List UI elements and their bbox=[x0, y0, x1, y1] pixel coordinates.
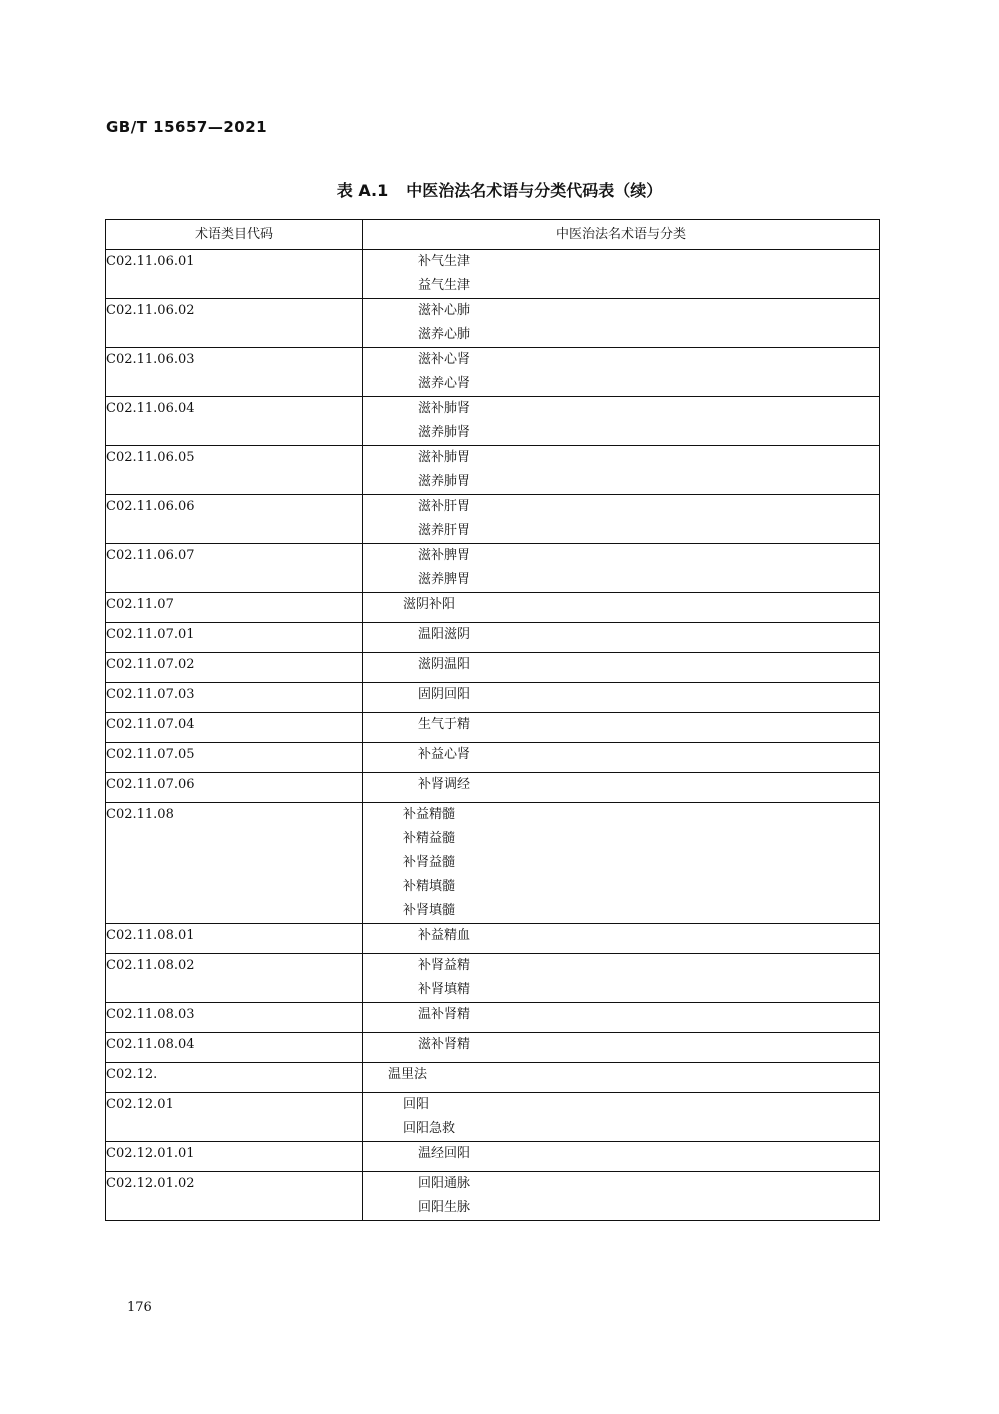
table-row bbox=[106, 1142, 880, 1172]
terms-cell bbox=[363, 1003, 880, 1033]
term-text: 补肾填精 bbox=[418, 982, 471, 997]
category-code-cell: C02.12.01.02 bbox=[106, 1172, 363, 1221]
term-text: 补益精髓 bbox=[403, 807, 456, 822]
terms-cell bbox=[363, 1172, 880, 1221]
table-row bbox=[106, 1003, 880, 1033]
table-header-row bbox=[106, 220, 880, 250]
table-row bbox=[106, 653, 880, 683]
term-text: 滋补心肾 bbox=[418, 352, 471, 367]
term-text: 温补肾精 bbox=[418, 1007, 471, 1022]
terms-cell bbox=[363, 446, 880, 495]
term-text: 滋养肺胃 bbox=[418, 474, 471, 489]
column-header-code: 术语类目代码 bbox=[106, 220, 363, 250]
category-code-cell: C02.11.06.03 bbox=[106, 348, 363, 397]
term-text: 滋阴补阳 bbox=[403, 597, 456, 612]
term-text: 滋养脾胃 bbox=[418, 572, 471, 587]
term-text: 回阳生脉 bbox=[418, 1200, 471, 1215]
term-text: 滋养肝胃 bbox=[418, 523, 471, 538]
terms-cell bbox=[363, 593, 880, 623]
category-code-cell: C02.11.07.03 bbox=[106, 683, 363, 713]
table-row bbox=[106, 623, 880, 653]
table-row bbox=[106, 1033, 880, 1063]
table-row bbox=[106, 250, 880, 299]
term-text: 补精填髓 bbox=[403, 879, 456, 894]
term-text: 滋补心肺 bbox=[418, 303, 471, 318]
term-text: 滋补脾胃 bbox=[418, 548, 471, 563]
table-title-name: 中医治法名术语与分类代码表（续） bbox=[406, 181, 663, 200]
term-text: 温里法 bbox=[388, 1067, 428, 1082]
term-text: 补益精血 bbox=[418, 928, 471, 943]
terms-cell bbox=[363, 803, 880, 924]
table-row bbox=[106, 683, 880, 713]
category-code-cell: C02.11.06.06 bbox=[106, 495, 363, 544]
term-text: 滋养肺肾 bbox=[418, 425, 471, 440]
table-row bbox=[106, 544, 880, 593]
terms-cell bbox=[363, 1033, 880, 1063]
table-body bbox=[106, 250, 880, 1221]
term-text: 滋阴温阳 bbox=[418, 657, 471, 672]
category-code-cell: C02.11.06.02 bbox=[106, 299, 363, 348]
terms-cell bbox=[363, 924, 880, 954]
category-code-cell: C02.11.08.01 bbox=[106, 924, 363, 954]
term-text: 温阳滋阴 bbox=[418, 627, 471, 642]
category-code-cell: C02.11.06.07 bbox=[106, 544, 363, 593]
terms-cell bbox=[363, 1142, 880, 1172]
term-text: 滋补肺胃 bbox=[418, 450, 471, 465]
term-text: 补益心肾 bbox=[418, 747, 471, 762]
terms-cell bbox=[363, 683, 880, 713]
table-row bbox=[106, 446, 880, 495]
table-row bbox=[106, 743, 880, 773]
category-code-cell: C02.12.01 bbox=[106, 1093, 363, 1142]
table-row bbox=[106, 924, 880, 954]
category-code-cell: C02.11.07.01 bbox=[106, 623, 363, 653]
term-text: 益气生津 bbox=[418, 278, 471, 293]
table-row bbox=[106, 713, 880, 743]
category-code-cell: C02.12. bbox=[106, 1063, 363, 1093]
category-code-cell: C02.11.08.02 bbox=[106, 954, 363, 1003]
terms-cell bbox=[363, 623, 880, 653]
term-text: 补肾填髓 bbox=[403, 903, 456, 918]
terms-cell bbox=[363, 348, 880, 397]
category-code-cell: C02.11.07 bbox=[106, 593, 363, 623]
table-row bbox=[106, 397, 880, 446]
term-text: 回阳急救 bbox=[403, 1121, 456, 1136]
category-code-cell: C02.11.07.02 bbox=[106, 653, 363, 683]
category-code-cell: C02.11.08 bbox=[106, 803, 363, 924]
terms-cell bbox=[363, 954, 880, 1003]
term-text: 补肾益精 bbox=[418, 958, 471, 973]
terms-cell bbox=[363, 1063, 880, 1093]
term-text: 回阳通脉 bbox=[418, 1176, 471, 1191]
term-text: 补精益髓 bbox=[403, 831, 456, 846]
term-text: 补肾调经 bbox=[418, 777, 471, 792]
table-row bbox=[106, 299, 880, 348]
terms-cell bbox=[363, 653, 880, 683]
standard-code: GB/T 15657—2021 bbox=[106, 118, 268, 136]
category-code-cell: C02.11.07.05 bbox=[106, 743, 363, 773]
terms-cell bbox=[363, 397, 880, 446]
terms-cell bbox=[363, 250, 880, 299]
terms-cell bbox=[363, 1093, 880, 1142]
terms-cell bbox=[363, 544, 880, 593]
category-code-cell: C02.11.06.05 bbox=[106, 446, 363, 495]
term-text: 滋补肝胃 bbox=[418, 499, 471, 514]
table-title-label: 表 A.1 bbox=[336, 181, 389, 200]
category-code-cell: C02.11.08.04 bbox=[106, 1033, 363, 1063]
table-row bbox=[106, 495, 880, 544]
terms-table bbox=[105, 219, 880, 1221]
terms-cell bbox=[363, 713, 880, 743]
table-row bbox=[106, 954, 880, 1003]
term-text: 固阴回阳 bbox=[418, 687, 471, 702]
term-text: 回阳 bbox=[403, 1097, 430, 1112]
category-code-cell: C02.11.07.06 bbox=[106, 773, 363, 803]
term-text: 滋养心肺 bbox=[418, 327, 471, 342]
terms-cell bbox=[363, 773, 880, 803]
table-row bbox=[106, 1063, 880, 1093]
category-code-cell: C02.11.06.04 bbox=[106, 397, 363, 446]
term-text: 滋养心肾 bbox=[418, 376, 471, 391]
terms-cell bbox=[363, 495, 880, 544]
category-code-cell: C02.11.08.03 bbox=[106, 1003, 363, 1033]
page-number: 176 bbox=[127, 1300, 152, 1315]
table-row bbox=[106, 773, 880, 803]
terms-cell bbox=[363, 743, 880, 773]
table-row bbox=[106, 593, 880, 623]
term-text: 滋补肺肾 bbox=[418, 401, 471, 416]
term-text: 温经回阳 bbox=[418, 1146, 471, 1161]
terms-cell bbox=[363, 299, 880, 348]
category-code-cell: C02.12.01.01 bbox=[106, 1142, 363, 1172]
table-title bbox=[0, 178, 999, 201]
term-text: 补肾益髓 bbox=[403, 855, 456, 870]
column-header-terms: 中医治法名术语与分类 bbox=[363, 220, 880, 250]
category-code-cell: C02.11.07.04 bbox=[106, 713, 363, 743]
table-row bbox=[106, 1172, 880, 1221]
term-text: 滋补肾精 bbox=[418, 1037, 471, 1052]
table-row bbox=[106, 1093, 880, 1142]
term-text: 生气于精 bbox=[418, 717, 471, 732]
table-row bbox=[106, 803, 880, 924]
table-row bbox=[106, 348, 880, 397]
term-text: 补气生津 bbox=[418, 254, 471, 269]
category-code-cell: C02.11.06.01 bbox=[106, 250, 363, 299]
